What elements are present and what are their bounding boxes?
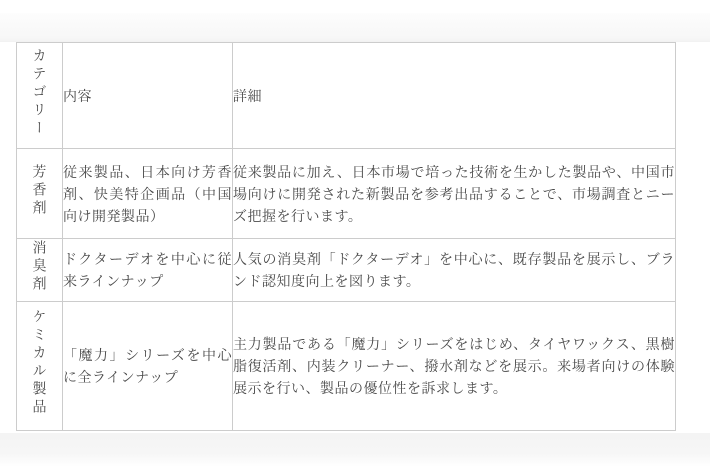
header-detail-label: 詳細 <box>233 87 262 104</box>
category-label: ケミカル製品 <box>31 309 48 417</box>
bottom-gray-band <box>0 433 710 467</box>
table-row <box>17 302 676 431</box>
category-cell <box>17 149 63 239</box>
header-cell-content <box>63 43 233 149</box>
header-content-label: 内容 <box>63 87 92 104</box>
category-cell <box>17 239 63 302</box>
content-cell: 「魔力」シリーズを中心に全ラインナップ <box>63 302 233 431</box>
detail-cell: 従来製品に加え、日本市場で培った技術を生かした製品や、中国市場向けに開発された新製品を参考出品することで、市場調査とニーズ把握を行います。 <box>233 149 676 239</box>
header-category-label: カテゴリー <box>31 47 48 138</box>
content-cell: 従来製品、日本向け芳香剤、快美特企画品（中国向け開発製品） <box>63 149 233 239</box>
category-label: 芳香剤 <box>31 163 48 218</box>
content-cell: ドクターデオを中心に従来ラインナップ <box>63 239 233 302</box>
header-cell-detail <box>233 43 676 149</box>
table-header-row <box>17 43 676 149</box>
header-cell-category <box>17 43 63 149</box>
detail-cell: 人気の消臭剤「ドクターデオ」を中心に、既存製品を展示し、ブランド認知度向上を図ります。 <box>233 239 676 302</box>
top-gray-band <box>0 13 710 42</box>
category-label: 消臭剤 <box>31 240 48 294</box>
exhibit-category-table <box>16 42 676 431</box>
table-row <box>17 149 676 239</box>
category-cell <box>17 302 63 431</box>
detail-cell: 主力製品である「魔力」シリーズをはじめ、タイヤワックス、黒樹脂復活剤、内装クリーナー、撥水剤などを展示。来場者向けの体験展示を行い、製品の優位性を訴求します。 <box>233 302 676 431</box>
table-row <box>17 239 676 302</box>
